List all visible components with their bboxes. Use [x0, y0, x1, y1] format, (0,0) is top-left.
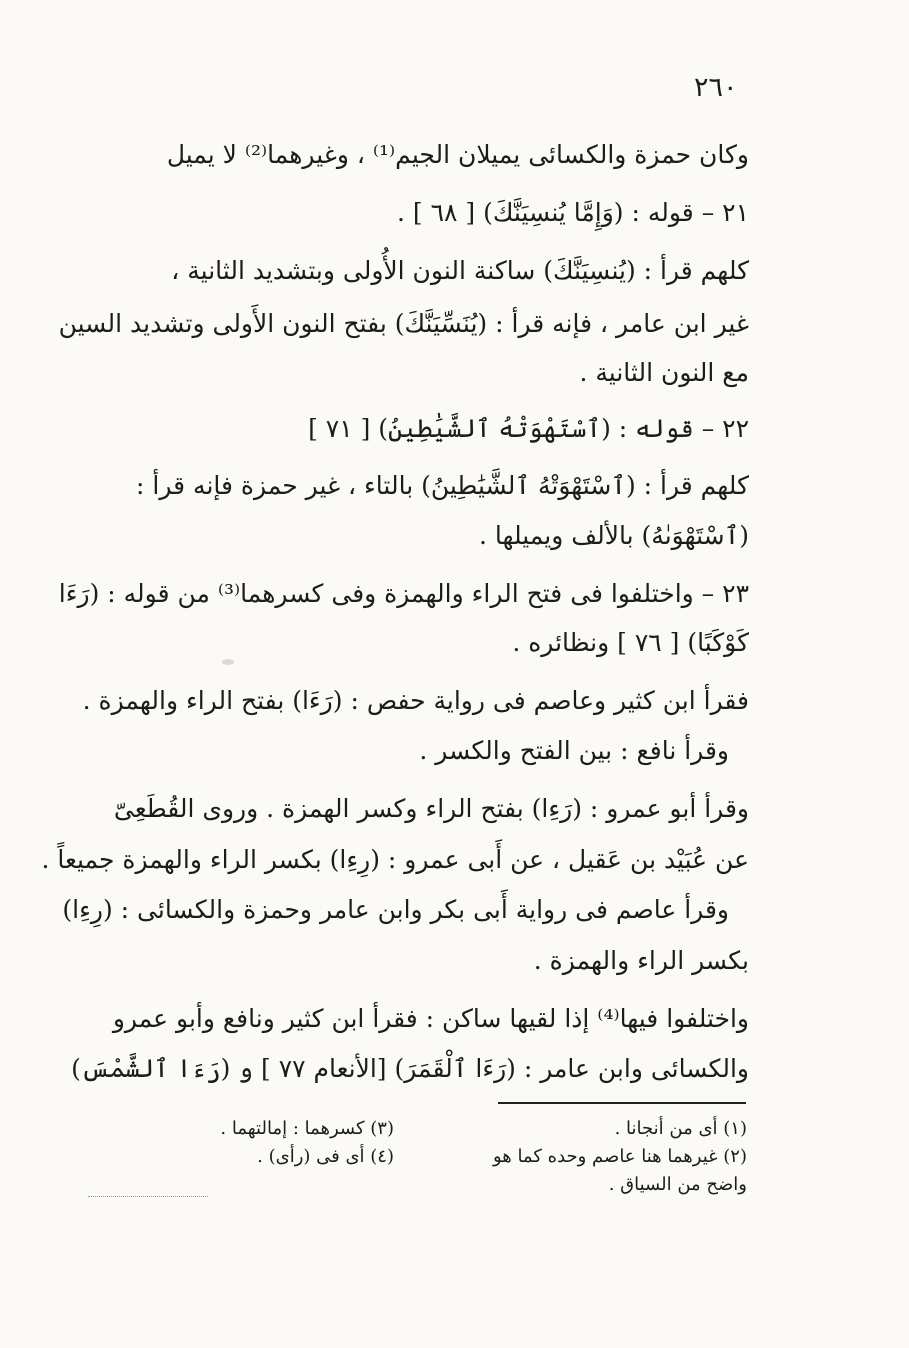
text-line: وكان حمزة والكسائى يميلان الجيم⁽¹⁾ ، وغيرهما⁽²⁾ لا يميل	[166, 140, 749, 169]
footnote-1: (١) أى من أنجانا .	[614, 1118, 747, 1139]
paper-mark	[222, 659, 234, 665]
footnote-2-continued: واضح من السياق .	[608, 1174, 747, 1195]
footnote-4: (٤) أى فى (رأى) .	[257, 1146, 394, 1167]
page-number: ٢٦٠	[694, 72, 738, 103]
text-line: كَوْكَبًا) [ ٧٦ ] ونظائره .	[512, 628, 749, 657]
text-line: عن عُبَيْد بن عَقيل ، عن أَبى عمرو : (رِءِا) بكسر الراء والهمزة جميعاً .	[41, 845, 749, 874]
text-line: واختلفوا فيها⁽⁴⁾ إذا لقيها ساكن : فقرأ ابن كثير ونافع وأبو عمرو	[112, 1004, 749, 1033]
text-line: (ٱسْتَهْوَىٰهُ) بالألف ويميلها .	[478, 521, 749, 550]
text-line: وقرأ عاصم فى رواية أَبى بكر وابن عامر وحمزة والكسائى : (رِءِا)	[62, 895, 729, 924]
text-line: وقرأ أبو عمرو : (رَءِا) بفتح الراء وكسر الهمزة . وروى القُطَعِىّ	[113, 794, 749, 823]
footnote-2: (٢) غيرهما هنا عاصم وحده كما هو	[492, 1146, 747, 1167]
item-heading: ٢١ – قوله : (وَإِمَّا يُنسِيَنَّكَ) [ ٦٨ ] .	[397, 198, 749, 227]
text-line: مع النون الثانية .	[579, 358, 749, 387]
footnote-separator	[498, 1102, 746, 1104]
text-line: والكسائى وابن عامر : (رَءَا ٱلْقَمَرَ) [الأنعام ٧٧ ] و (رَءَا ٱلشَّمْسَ)	[71, 1054, 749, 1083]
item-heading: ٢٣ – واختلفوا فى فتح الراء والهمزة وفى كسرهما⁽³⁾ من قوله : (رَءَا	[58, 579, 749, 608]
item-heading: ٢٢ – قوله : (ٱسْتَهْوَتْهُ ٱلشَّيَٰطِينُ) [ ٧١ ]	[308, 414, 749, 443]
text-line: وقرأ نافع : بين الفتح والكسر .	[419, 736, 729, 765]
text-line: بكسر الراء والهمزة .	[533, 946, 749, 975]
footnote-3: (٣) كسرهما : إمالتهما .	[220, 1118, 394, 1139]
text-line: فقرأ ابن كثير وعاصم فى رواية حفص : (رَءَا) بفتح الراء والهمزة .	[82, 686, 749, 715]
text-line: كلهم قرأ : (يُنسِيَنَّكَ) ساكنة النون الأُولى وبتشديد الثانية ،	[171, 256, 749, 285]
text-line: كلهم قرأ : (ٱسْتَهْوَتْهُ ٱلشَّيَٰطِينُ) بالتاء ، غير حمزة فإنه قرأ :	[136, 471, 749, 500]
scan-dots	[88, 1196, 208, 1197]
text-line: غير ابن عامر ، فإنه قرأ : (يُنَسِّيَنَّكَ) بفتح النون الأَولى وتشديد السين	[58, 309, 749, 338]
